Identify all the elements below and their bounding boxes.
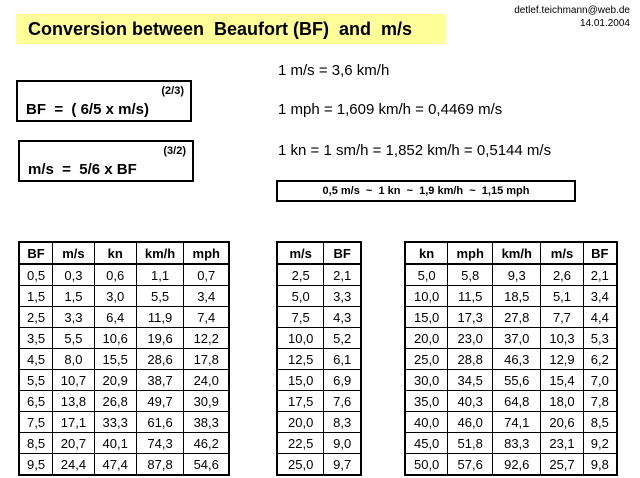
table-cell: 0,5 — [19, 264, 53, 286]
table-row — [277, 370, 361, 391]
table-cell: 64,8 — [493, 391, 541, 412]
table-cell: 12,9 — [541, 349, 583, 370]
table-row — [19, 412, 229, 433]
table-cell: 9,2 — [583, 433, 617, 454]
table-cell: 5,1 — [541, 286, 583, 307]
table-cell: 9,7 — [324, 454, 361, 476]
approx-box: 0,5 m/s ~ 1 kn ~ 1,9 km/h ~ 1,15 mph — [276, 180, 576, 202]
author-email: detlef.teichmann@web.de — [514, 5, 630, 16]
table-cell: 4,5 — [19, 349, 53, 370]
table-cell: 7,7 — [541, 307, 583, 328]
formula-tag: (2/3) — [161, 85, 184, 97]
table-cell: 15,4 — [541, 370, 583, 391]
formula-equation: BF = ( 6/5 x m/s) — [26, 101, 149, 118]
fact-mph: 1 mph = 1,609 km/h = 0,4469 m/s — [278, 101, 503, 118]
table-cell: 7,4 — [184, 307, 229, 328]
page-title: Conversion between Beaufort (BF) and m/s — [16, 14, 446, 44]
table-cell: 40,3 — [448, 391, 493, 412]
table-cell: 3,3 — [53, 307, 95, 328]
table-cell: 11,9 — [136, 307, 184, 328]
table-row — [277, 412, 361, 433]
column-header: mph — [448, 242, 493, 264]
column-header: BF — [324, 242, 361, 264]
table-cell: 37,0 — [493, 328, 541, 349]
table-cell: 46,3 — [493, 349, 541, 370]
table-row — [277, 433, 361, 454]
table-cell: 25,7 — [541, 454, 583, 476]
table-cell: 28,8 — [448, 349, 493, 370]
table-cell: 0,7 — [184, 264, 229, 286]
table-cell: 9,5 — [19, 454, 53, 476]
table-cell: 1,5 — [53, 286, 95, 307]
table-cell: 9,8 — [583, 454, 617, 476]
table-cell: 13,8 — [53, 391, 95, 412]
table-cell: 19,6 — [136, 328, 184, 349]
column-header: BF — [19, 242, 53, 264]
table-cell: 10,0 — [405, 286, 448, 307]
table-row — [277, 286, 361, 307]
table-row — [405, 370, 617, 391]
table-cell: 46,2 — [184, 433, 229, 454]
table-cell: 26,8 — [94, 391, 136, 412]
table-cell: 0,6 — [94, 264, 136, 286]
table-cell: 18,5 — [493, 286, 541, 307]
table-cell: 8,0 — [53, 349, 95, 370]
table-cell: 10,3 — [541, 328, 583, 349]
table-row — [19, 264, 229, 286]
table-cell: 49,7 — [136, 391, 184, 412]
table-cell: 1,1 — [136, 264, 184, 286]
table-cell: 5,2 — [324, 328, 361, 349]
table-cell: 4,4 — [583, 307, 617, 328]
table-cell: 30,9 — [184, 391, 229, 412]
table-cell: 20,0 — [277, 412, 324, 433]
table-cell: 12,5 — [277, 349, 324, 370]
table-cell: 50,0 — [405, 454, 448, 476]
table-cell: 5,0 — [277, 286, 324, 307]
table-cell: 23,0 — [448, 328, 493, 349]
table-cell: 45,0 — [405, 433, 448, 454]
formula-equation: m/s = 5/6 x BF — [28, 161, 137, 178]
table-row — [405, 264, 617, 286]
table-cell: 24,4 — [53, 454, 95, 476]
table-cell: 8,5 — [19, 433, 53, 454]
table-cell: 92,6 — [493, 454, 541, 476]
table-cell: 15,5 — [94, 349, 136, 370]
table-cell: 20,7 — [53, 433, 95, 454]
table-cell: 15,0 — [405, 307, 448, 328]
table-cell: 57,6 — [448, 454, 493, 476]
table-cell: 74,1 — [493, 412, 541, 433]
table-row — [19, 286, 229, 307]
table-cell: 6,5 — [19, 391, 53, 412]
fact-ms-kmh: 1 m/s = 3,6 km/h — [278, 62, 390, 79]
table-cell: 4,3 — [324, 307, 361, 328]
table-cell: 3,0 — [94, 286, 136, 307]
table-cell: 25,0 — [277, 454, 324, 476]
table-cell: 20,6 — [541, 412, 583, 433]
table-cell: 18,0 — [541, 391, 583, 412]
table-bf-conversion — [18, 241, 230, 476]
table-row — [19, 391, 229, 412]
table-header-row — [405, 242, 617, 264]
table-row — [405, 391, 617, 412]
table-cell: 1,5 — [19, 286, 53, 307]
table-header-row — [277, 242, 361, 264]
author-info — [514, 4, 630, 30]
table-cell: 6,4 — [94, 307, 136, 328]
table-cell: 11,5 — [448, 286, 493, 307]
table-cell: 5,3 — [583, 328, 617, 349]
table-cell: 28,6 — [136, 349, 184, 370]
table-row — [405, 307, 617, 328]
table-cell: 34,5 — [448, 370, 493, 391]
table-cell: 9,3 — [493, 264, 541, 286]
column-header: BF — [583, 242, 617, 264]
table-cell: 5,0 — [405, 264, 448, 286]
table-row — [19, 370, 229, 391]
table-row — [19, 433, 229, 454]
table-row — [405, 349, 617, 370]
column-header: kn — [94, 242, 136, 264]
table-cell: 38,3 — [184, 412, 229, 433]
table-row — [19, 328, 229, 349]
table-cell: 3,4 — [583, 286, 617, 307]
table-row — [405, 454, 617, 476]
table-cell: 30,0 — [405, 370, 448, 391]
table-row — [277, 307, 361, 328]
table-cell: 2,5 — [277, 264, 324, 286]
formula-tag: (3/2) — [163, 145, 186, 157]
table-cell: 46,0 — [448, 412, 493, 433]
table-cell: 2,1 — [324, 264, 361, 286]
table-cell: 0,3 — [53, 264, 95, 286]
column-header: mph — [184, 242, 229, 264]
table-row — [19, 307, 229, 328]
table-cell: 5,8 — [448, 264, 493, 286]
table-cell: 15,0 — [277, 370, 324, 391]
table-ms-bf — [276, 241, 362, 476]
table-row — [277, 328, 361, 349]
table-cell: 5,5 — [53, 328, 95, 349]
table-cell: 2,6 — [541, 264, 583, 286]
table-cell: 17,8 — [184, 349, 229, 370]
table-cell: 20,0 — [405, 328, 448, 349]
table-cell: 12,2 — [184, 328, 229, 349]
column-header: m/s — [53, 242, 95, 264]
fact-kn: 1 kn = 1 sm/h = 1,852 km/h = 0,5144 m/s — [278, 142, 552, 159]
table-cell: 3,3 — [324, 286, 361, 307]
table-cell: 8,3 — [324, 412, 361, 433]
table-row — [277, 391, 361, 412]
table-cell: 3,5 — [19, 328, 53, 349]
table-cell: 6,2 — [583, 349, 617, 370]
column-header: m/s — [277, 242, 324, 264]
table-header-row — [19, 242, 229, 264]
table-cell: 33,3 — [94, 412, 136, 433]
table-cell: 2,1 — [583, 264, 617, 286]
table-kn-conversion — [404, 241, 618, 476]
table-cell: 51,8 — [448, 433, 493, 454]
table-row — [405, 412, 617, 433]
table-row — [405, 328, 617, 349]
table-cell: 8,5 — [583, 412, 617, 433]
column-header: m/s — [541, 242, 583, 264]
table-cell: 74,3 — [136, 433, 184, 454]
table-cell: 35,0 — [405, 391, 448, 412]
table-cell: 7,0 — [583, 370, 617, 391]
table-cell: 38,7 — [136, 370, 184, 391]
table-cell: 10,7 — [53, 370, 95, 391]
table-cell: 40,0 — [405, 412, 448, 433]
table-row — [277, 454, 361, 476]
table-cell: 10,6 — [94, 328, 136, 349]
table-row — [405, 433, 617, 454]
column-header: kn — [405, 242, 448, 264]
table-cell: 7,6 — [324, 391, 361, 412]
table-cell: 17,5 — [277, 391, 324, 412]
formula-box-bf — [16, 80, 192, 122]
table-row — [277, 349, 361, 370]
table-cell: 83,3 — [493, 433, 541, 454]
table-cell: 61,6 — [136, 412, 184, 433]
table-cell: 17,3 — [448, 307, 493, 328]
table-cell: 25,0 — [405, 349, 448, 370]
table-cell: 55,6 — [493, 370, 541, 391]
column-header: km/h — [493, 242, 541, 264]
table-cell: 7,5 — [19, 412, 53, 433]
table-cell: 17,1 — [53, 412, 95, 433]
table-cell: 27,8 — [493, 307, 541, 328]
table-cell: 5,5 — [136, 286, 184, 307]
table-row — [19, 454, 229, 476]
table-cell: 9,0 — [324, 433, 361, 454]
author-date: 14.01.2004 — [579, 18, 630, 29]
table-cell: 2,5 — [19, 307, 53, 328]
table-cell: 24,0 — [184, 370, 229, 391]
table-cell: 40,1 — [94, 433, 136, 454]
table-cell: 23,1 — [541, 433, 583, 454]
table-cell: 5,5 — [19, 370, 53, 391]
table-cell: 7,8 — [583, 391, 617, 412]
table-cell: 47,4 — [94, 454, 136, 476]
table-cell: 6,9 — [324, 370, 361, 391]
table-cell: 3,4 — [184, 286, 229, 307]
table-cell: 7,5 — [277, 307, 324, 328]
table-cell: 87,8 — [136, 454, 184, 476]
table-cell: 54,6 — [184, 454, 229, 476]
table-row — [405, 286, 617, 307]
table-cell: 6,1 — [324, 349, 361, 370]
table-row — [277, 264, 361, 286]
formula-box-ms — [18, 140, 194, 182]
column-header: km/h — [136, 242, 184, 264]
table-cell: 10,0 — [277, 328, 324, 349]
table-cell: 20,9 — [94, 370, 136, 391]
table-cell: 22,5 — [277, 433, 324, 454]
table-row — [19, 349, 229, 370]
